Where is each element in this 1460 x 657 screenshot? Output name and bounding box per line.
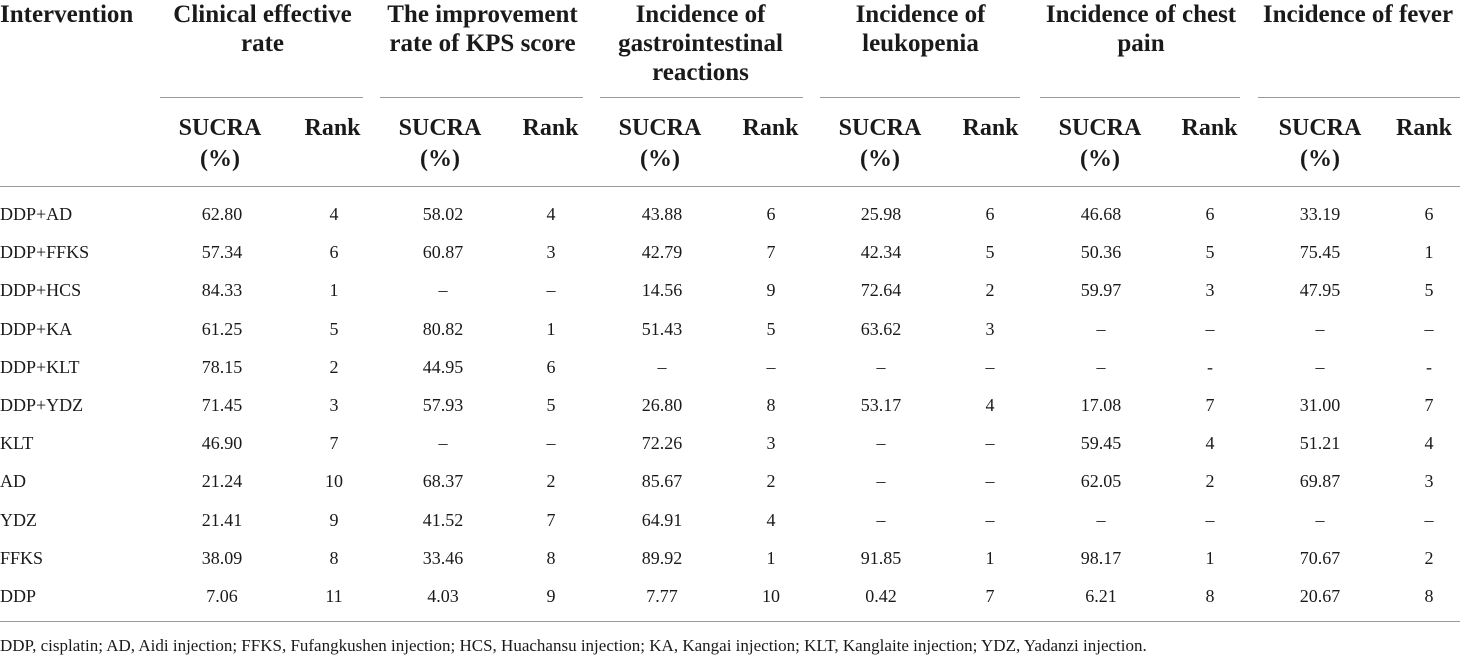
subheader-sucra: SUCRA (%) <box>1278 115 1362 172</box>
group-header-kps-improvement: The improvement rate of KPS score <box>387 1 578 57</box>
row-label: DDP+KLT <box>0 356 80 377</box>
cell-sucra: 25.98 <box>860 204 902 224</box>
cell-rank: 6 <box>546 356 556 377</box>
cell-sucra: 70.67 <box>1299 547 1341 568</box>
row-label: FFKS <box>0 547 44 568</box>
cell-rank: 4 <box>985 395 995 415</box>
cell-sucra: 71.45 <box>201 395 243 415</box>
cell-rank: 7 <box>546 509 556 530</box>
cell-rank: 4 <box>1424 433 1434 454</box>
cell-sucra: – <box>876 433 886 454</box>
cell-rank: 11 <box>325 586 343 606</box>
cell-sucra: 85.67 <box>641 471 683 492</box>
cell-sucra: 57.34 <box>201 242 243 263</box>
cell-rank: 8 <box>546 547 556 568</box>
cell-sucra: – <box>438 280 448 301</box>
cell-rank: 7 <box>329 433 339 454</box>
cell-sucra: 75.45 <box>1299 242 1341 263</box>
cell-sucra: 89.92 <box>641 547 683 568</box>
cell-sucra: 47.95 <box>1299 280 1341 301</box>
cell-sucra: 21.24 <box>201 471 243 492</box>
cell-sucra: 17.08 <box>1080 395 1122 415</box>
cell-rank: – <box>985 433 995 454</box>
cell-sucra: – <box>1096 509 1106 530</box>
cell-rank: 4 <box>546 204 556 224</box>
group-rule <box>600 97 803 98</box>
cell-sucra: 42.34 <box>860 242 902 263</box>
cell-rank: 3 <box>329 395 339 415</box>
cell-sucra: 58.02 <box>422 204 464 224</box>
row-label: KLT <box>0 433 34 454</box>
cell-rank: 8 <box>1424 586 1434 606</box>
cell-sucra: 26.80 <box>641 395 683 415</box>
cell-rank: 7 <box>1205 395 1215 415</box>
cell-sucra: 42.79 <box>641 242 683 263</box>
cell-rank: 4 <box>1205 433 1215 454</box>
group-rule <box>1258 97 1460 98</box>
cell-sucra: 61.25 <box>201 318 243 339</box>
cell-rank: - <box>1426 356 1432 377</box>
cell-rank: 2 <box>766 471 776 492</box>
cell-rank: 1 <box>985 547 995 568</box>
subheader-rank: Rank <box>1181 115 1238 141</box>
cell-sucra: 91.85 <box>860 547 902 568</box>
header-intervention: Intervention <box>0 1 134 28</box>
cell-sucra: – <box>876 356 886 377</box>
cell-sucra: 4.03 <box>427 586 459 606</box>
cell-sucra: 44.95 <box>422 356 464 377</box>
cell-sucra: – <box>1096 318 1106 339</box>
cell-rank: 7 <box>1424 395 1434 415</box>
cell-sucra: – <box>657 356 667 377</box>
cell-sucra: 68.37 <box>422 471 464 492</box>
cell-sucra: 33.19 <box>1299 204 1341 224</box>
cell-sucra: 72.26 <box>641 433 683 454</box>
cell-rank: – <box>985 471 995 492</box>
cell-rank: 9 <box>546 586 556 606</box>
cell-sucra: – <box>876 471 886 492</box>
row-label: DDP <box>0 586 37 606</box>
cell-rank: – <box>546 433 556 454</box>
cell-rank: 7 <box>766 242 776 263</box>
row-label: AD <box>0 471 26 492</box>
row-label: DDP+KA <box>0 318 73 339</box>
cell-rank: 10 <box>762 586 780 606</box>
cell-rank: 1 <box>1205 547 1215 568</box>
row-label: DDP+AD <box>0 204 73 224</box>
cell-sucra: 14.56 <box>641 280 683 301</box>
cell-rank: 8 <box>766 395 776 415</box>
cell-sucra: 31.00 <box>1299 395 1341 415</box>
cell-rank: 10 <box>325 471 343 492</box>
subheader-sucra: SUCRA (%) <box>1058 115 1142 172</box>
cell-sucra: – <box>876 509 886 530</box>
cell-sucra: – <box>1315 356 1325 377</box>
cell-rank: 3 <box>1424 471 1434 492</box>
cell-sucra: 6.21 <box>1085 586 1117 606</box>
cell-rank: 5 <box>766 318 776 339</box>
cell-rank: 5 <box>1424 280 1434 301</box>
subheader-sucra: SUCRA (%) <box>618 115 702 172</box>
cell-rank: 5 <box>1205 242 1215 263</box>
cell-rank: 6 <box>329 242 339 263</box>
subheader-rank: Rank <box>304 115 361 141</box>
cell-rank: 5 <box>985 242 995 263</box>
subheader-rank: Rank <box>742 115 799 141</box>
cell-rank: 1 <box>766 547 776 568</box>
subheader-rank: Rank <box>962 115 1019 141</box>
row-label: DDP+YDZ <box>0 395 84 415</box>
cell-rank: 3 <box>985 318 995 339</box>
cell-sucra: 98.17 <box>1080 547 1122 568</box>
cell-sucra: 62.05 <box>1080 471 1122 492</box>
subheader-sucra: SUCRA (%) <box>178 115 262 172</box>
cell-rank: 6 <box>1424 204 1434 224</box>
subheader-sucra: SUCRA (%) <box>398 115 482 172</box>
cell-sucra: 62.80 <box>201 204 243 224</box>
cell-sucra: 72.64 <box>860 280 902 301</box>
cell-rank: 4 <box>766 509 776 530</box>
group-rule <box>160 97 363 98</box>
cell-rank: 7 <box>985 586 995 606</box>
cell-sucra: 46.68 <box>1080 204 1122 224</box>
cell-rank: 2 <box>985 280 995 301</box>
row-label: DDP+FFKS <box>0 242 90 263</box>
cell-rank: 3 <box>546 242 556 263</box>
cell-sucra: – <box>1096 356 1106 377</box>
group-rule <box>820 97 1020 98</box>
group-rule <box>1040 97 1240 98</box>
group-header-gastrointestinal: Incidence of gastrointestinal reactions <box>618 1 783 86</box>
cell-rank: 4 <box>329 204 339 224</box>
cell-rank: 9 <box>766 280 776 301</box>
cell-rank: - <box>1207 356 1213 377</box>
cell-rank: – <box>546 280 556 301</box>
cell-rank: – <box>985 356 995 377</box>
subheader-rank: Rank <box>1395 115 1453 141</box>
cell-rank: 1 <box>329 280 339 301</box>
cell-sucra: 59.97 <box>1080 280 1122 301</box>
cell-rank: 2 <box>329 356 339 377</box>
cell-rank: 5 <box>329 318 339 339</box>
cell-rank: 6 <box>1205 204 1215 224</box>
cell-rank: 6 <box>766 204 776 224</box>
cell-rank: 2 <box>1205 471 1215 492</box>
cell-sucra: 63.62 <box>860 318 902 339</box>
cell-rank: – <box>1205 509 1215 530</box>
cell-rank: – <box>766 356 776 377</box>
cell-sucra: 53.17 <box>860 395 902 415</box>
cell-sucra: 7.77 <box>646 586 678 606</box>
cell-sucra: – <box>1315 509 1325 530</box>
cell-sucra: 80.82 <box>422 318 464 339</box>
row-label: YDZ <box>0 509 37 530</box>
row-label: DDP+HCS <box>0 280 82 301</box>
cell-sucra: 0.42 <box>865 586 897 606</box>
subheader-rank: Rank <box>522 115 579 141</box>
cell-sucra: 21.41 <box>201 509 243 530</box>
group-header-leukopenia: Incidence of leukopenia <box>855 1 986 57</box>
cell-sucra: 7.06 <box>206 586 238 606</box>
cell-rank: – <box>1424 318 1434 339</box>
cell-sucra: 84.33 <box>201 280 243 301</box>
group-header-chest-pain: Incidence of chest pain <box>1045 1 1237 57</box>
cell-rank: 2 <box>546 471 556 492</box>
cell-rank: – <box>1424 509 1434 530</box>
cell-rank: 8 <box>1205 586 1215 606</box>
cell-rank: 1 <box>1424 242 1434 263</box>
cell-sucra: 50.36 <box>1080 242 1122 263</box>
cell-rank: 3 <box>766 433 776 454</box>
cell-sucra: 78.15 <box>201 356 243 377</box>
group-rule <box>380 97 583 98</box>
cell-sucra: 60.87 <box>422 242 464 263</box>
cell-rank: 9 <box>329 509 339 530</box>
cell-sucra: – <box>1315 318 1325 339</box>
cell-sucra: 51.21 <box>1299 433 1341 454</box>
cell-sucra: 33.46 <box>422 547 464 568</box>
table-footnote: DDP, cisplatin; AD, Aidi injection; FFKS, Fufangkushen injection; HCS, Huachansu injection; KA, Kangai injection; KLT, Kanglaite injection; YDZ, Yadanzi injection. <box>0 636 1147 655</box>
group-header-fever: Incidence of fever <box>1262 1 1454 28</box>
cell-sucra: 51.43 <box>641 318 683 339</box>
cell-sucra: 59.45 <box>1080 433 1122 454</box>
cell-rank: 3 <box>1205 280 1215 301</box>
cell-sucra: 41.52 <box>422 509 464 530</box>
cell-rank: 5 <box>546 395 556 415</box>
cell-rank: 2 <box>1424 547 1434 568</box>
cell-sucra: – <box>438 433 448 454</box>
cell-sucra: 57.93 <box>422 395 464 415</box>
cell-sucra: 43.88 <box>641 204 683 224</box>
subheader-sucra: SUCRA (%) <box>838 115 922 172</box>
cell-sucra: 64.91 <box>641 509 683 530</box>
cell-rank: – <box>985 509 995 530</box>
cell-sucra: 46.90 <box>201 433 243 454</box>
cell-rank: 8 <box>329 547 339 568</box>
cell-rank: – <box>1205 318 1215 339</box>
header-rule <box>0 186 1460 187</box>
group-header-clinical-effective-rate: Clinical effective rate <box>173 1 352 57</box>
cell-sucra: 69.87 <box>1299 471 1341 492</box>
table-bottom-rule <box>0 621 1460 622</box>
cell-rank: 6 <box>985 204 995 224</box>
cell-sucra: 20.67 <box>1299 586 1341 606</box>
cell-sucra: 38.09 <box>201 547 243 568</box>
cell-rank: 1 <box>546 318 556 339</box>
